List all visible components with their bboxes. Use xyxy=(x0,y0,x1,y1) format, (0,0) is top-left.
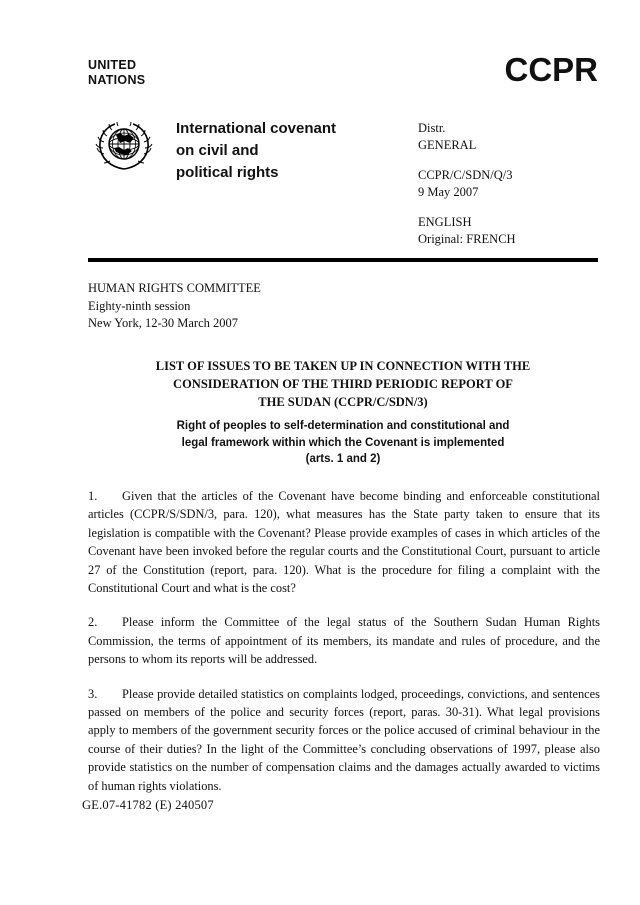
original-language: Original: FRENCH xyxy=(418,232,516,246)
document-date: 9 May 2007 xyxy=(418,185,479,199)
organization-name xyxy=(88,58,145,88)
document-symbol: CCPR xyxy=(504,51,598,88)
section-heading-line-1: Right of peoples to self-determination and constitutional and xyxy=(176,420,510,432)
covenant-title xyxy=(176,118,406,184)
committee-place-dates: New York, 12-30 March 2007 xyxy=(88,316,238,330)
organization-line-1: UNITED xyxy=(88,58,137,72)
document-title-line-3: THE SUDAN (CCPR/C/SDN/3) xyxy=(258,395,428,409)
body-content xyxy=(88,487,600,811)
document-reference-group xyxy=(418,167,598,201)
covenant-title-line-1: International covenant xyxy=(176,120,337,137)
paragraph-number: 2. xyxy=(88,615,98,630)
paragraph-text: Please inform the Committee of the legal status of the Southern Sudan Human Rights Commission, the terms of appointment of its members, its mandate and rules of procedure, and the persons to whom its reports will be addressed. xyxy=(88,615,600,667)
document-title-line-2: CONSIDERATION OF THE THIRD PERIODIC REPORT OF xyxy=(173,377,513,391)
organization-line-2: NATIONS xyxy=(88,73,146,87)
distr-value: GENERAL xyxy=(418,138,477,152)
paragraph-text: Given that the articles of the Covenant have become binding and enforceable constitutional articles (CCPR/S/SDN/3, para. 120), what measures has the State party taken to ensure that its legislation is compatible with the Covenant? Please provide examples of cases in which articles of the Covenant have been invoked before the regular courts and the Constitutional Court, pursuant to article 27 of the Constitution (report, para. 120). What is the procedure for filing a complaint with the Constitutional Court and what is the cost? xyxy=(88,489,600,596)
paragraph xyxy=(88,685,600,795)
committee-name: HUMAN RIGHTS COMMITTEE xyxy=(88,281,261,295)
covenant-title-line-2: on civil and xyxy=(176,142,259,159)
committee-session: Eighty-ninth session xyxy=(88,298,191,313)
language: ENGLISH xyxy=(418,215,472,229)
footer-job-number: GE.07-41782 (E) 240507 xyxy=(82,798,214,812)
distribution-group xyxy=(418,120,598,154)
document-number: CCPR/C/SDN/Q/3 xyxy=(418,168,513,182)
document-title xyxy=(88,357,598,411)
paragraph xyxy=(88,613,600,668)
paragraph-text: Please provide detailed statistics on complaints lodged, proceedings, convictions, and sentences passed on members of the police and security forces (report, paras. 30-31). What legal provisions apply to members of the government security forces or the police accused of criminal behaviour in the course of their duties? In the light of the Committee’s concluding observations of 1997, please also provide statistics on the number of compensation claims and the damages actually awarded to victims of human rights violations. xyxy=(88,686,600,793)
un-emblem-icon xyxy=(94,120,154,172)
distribution-info xyxy=(418,120,598,261)
section-heading-line-2: legal framework within which the Covenant is implemented xyxy=(181,436,505,449)
distr-label: Distr. xyxy=(418,121,446,135)
page-header xyxy=(88,52,598,100)
title-block xyxy=(88,114,598,254)
header-divider xyxy=(88,258,598,262)
section-heading-line-3: (arts. 1 and 2) xyxy=(305,453,381,465)
section-heading xyxy=(88,418,598,468)
committee-info xyxy=(88,280,508,333)
language-group xyxy=(418,214,598,248)
paragraph-number: 3. xyxy=(88,686,98,701)
document-title-line-1: LIST OF ISSUES TO BE TAKEN UP IN CONNECTION WITH THE xyxy=(155,359,531,373)
paragraph xyxy=(88,487,600,597)
paragraph-number: 1. xyxy=(88,489,98,503)
covenant-title-line-3: political rights xyxy=(176,164,279,181)
